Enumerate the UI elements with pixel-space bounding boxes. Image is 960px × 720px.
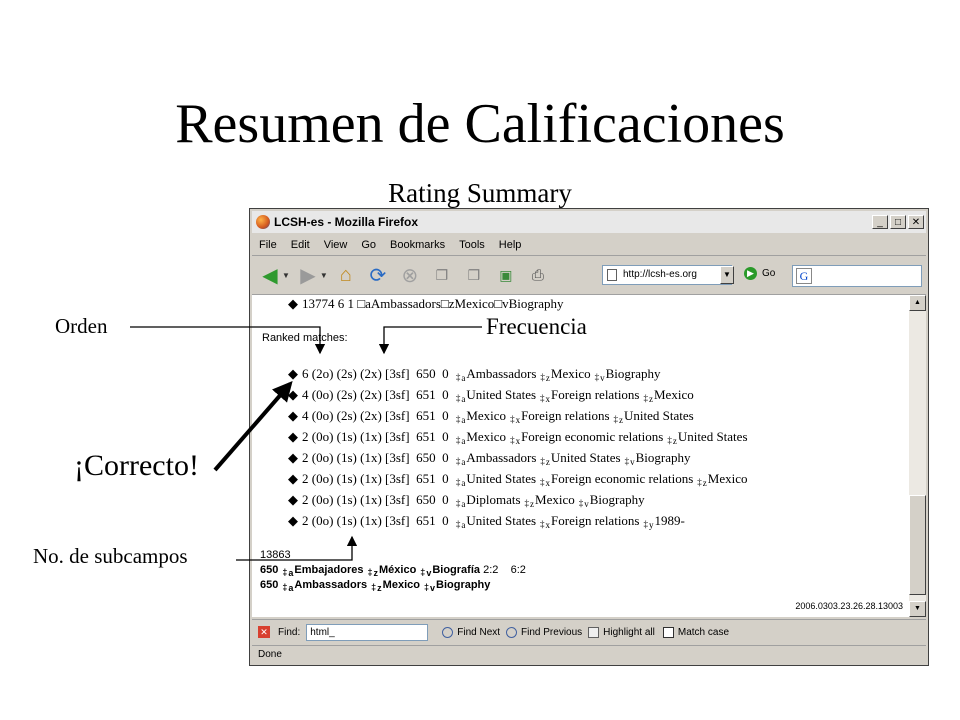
subfield-code: x [515, 436, 521, 446]
find-next-button[interactable]: Find Next [457, 626, 501, 638]
url-text: http://lcsh-es.org [623, 269, 697, 280]
close-button[interactable]: ✕ [908, 215, 924, 229]
subfield-delimiter: ‡ [423, 582, 429, 592]
subfield-value: Biography [589, 492, 645, 507]
subcampos-label: No. de subcampos [33, 544, 188, 568]
subfield-code: z [545, 373, 550, 383]
scroll-down-icon[interactable]: ▼ [909, 601, 926, 617]
subfield-code: z [702, 478, 707, 488]
match-scores: 4 (0o) (2s) (2x) [3sf] 651 0 [302, 387, 452, 402]
bullet-icon: ◆ [288, 492, 298, 507]
subfield-code: y [649, 520, 654, 530]
menu-bookmarks[interactable]: Bookmarks [390, 239, 446, 251]
subfield-value: Foreign economic relations [521, 429, 664, 444]
subfield-code: a [461, 457, 466, 467]
bullet-icon: ◆ [288, 366, 298, 381]
subfield-delimiter: ‡ [455, 498, 461, 508]
subfield-code: a [461, 520, 466, 530]
bullet-icon: ◆ [288, 471, 298, 486]
subfield-value: 1989- [654, 513, 685, 528]
subfield-delimiter: ‡ [367, 567, 373, 577]
subfield-code: x [545, 478, 551, 488]
subfield-value: Ambassadors [294, 579, 368, 591]
copy-icon[interactable]: ❐ [435, 266, 449, 283]
go-icon: ▶ [744, 267, 757, 280]
window-title: LCSH-es - Mozilla Firefox [274, 215, 419, 229]
subfield-code: z [545, 457, 550, 467]
subfield-delimiter: ‡ [420, 567, 426, 577]
google-icon[interactable]: G [796, 268, 812, 284]
maximize-button[interactable]: □ [890, 215, 906, 229]
back-icon[interactable]: ◀ [262, 264, 278, 287]
subfield-value: Mexico [707, 471, 748, 486]
subfield-delimiter: ‡ [510, 435, 515, 445]
menu-tools[interactable]: Tools [459, 239, 485, 251]
record-id: 13863 [260, 549, 291, 561]
paste-icon[interactable]: ❒ [467, 266, 481, 283]
subfield-code: z [373, 568, 378, 578]
subfield-delimiter: ‡ [540, 477, 545, 487]
subfield-code: a [288, 568, 294, 578]
menu-go[interactable]: Go [361, 239, 377, 251]
subfield-delimiter: ‡ [540, 519, 545, 529]
subfield-value: Biography [436, 579, 491, 591]
subfield-delimiter: ‡ [540, 372, 545, 382]
subfield-code: v [429, 583, 435, 593]
subfield-code: a [461, 415, 466, 425]
subfield-delimiter: ‡ [455, 372, 461, 382]
subfield-delimiter: ‡ [455, 414, 461, 424]
subfield-code: v [426, 568, 432, 578]
subfield-value: United States [466, 387, 537, 402]
find-label: Find: [278, 626, 301, 638]
frecuencia-arrow [384, 327, 482, 353]
match-case-label[interactable]: Match case [677, 626, 730, 638]
find-previous-button[interactable]: Find Previous [521, 626, 583, 638]
bullet-icon: ◆ [288, 408, 298, 423]
subfield-delimiter: ‡ [578, 498, 584, 508]
subfield-code: v [600, 373, 605, 383]
bullet-icon: ◆ [288, 450, 298, 465]
subfield-delimiter: ‡ [455, 435, 461, 445]
subfield-code: x [515, 415, 521, 425]
subfield-value: Mexico [466, 429, 507, 444]
scroll-up-icon[interactable]: ▲ [909, 295, 926, 311]
bullet-icon: ◆ [288, 513, 298, 528]
subfield-value: United States [466, 513, 537, 528]
match-scores: 2 (0o) (1s) (1x) [3sf] 651 0 [302, 429, 452, 444]
subfield-delimiter: ‡ [524, 498, 530, 508]
back-dropdown-icon[interactable]: ▼ [282, 270, 290, 280]
subfield-delimiter: ‡ [455, 456, 461, 466]
slide-subtitle: Rating Summary [388, 178, 572, 208]
subfield-value: Foreign relations [551, 387, 640, 402]
match-scores: 2 (0o) (1s) (1x) [3sf] 650 0 [302, 450, 452, 465]
reload-icon[interactable]: ⟳ [369, 264, 387, 287]
subfield-value: Mexico [535, 492, 575, 507]
subfield-delimiter: ‡ [594, 372, 600, 382]
subfield-value: Foreign relations [521, 408, 610, 423]
subfield-code: z [649, 394, 653, 404]
menu-view[interactable]: View [323, 239, 348, 251]
menu-help[interactable]: Help [498, 239, 522, 251]
subfield-code: a [461, 394, 466, 404]
subfield-value: Diplomats [466, 492, 521, 507]
field-tag: 650 [260, 579, 279, 591]
frecuencia-label: Frecuencia [486, 314, 587, 339]
minimize-button[interactable]: _ [872, 215, 888, 229]
subfield-delimiter: ‡ [510, 414, 515, 424]
subfield-value: Ambassadors [466, 450, 537, 465]
url-dropdown-icon[interactable]: ▼ [720, 266, 734, 284]
match-scores: 2 (0o) (1s) (1x) [3sf] 651 0 [302, 513, 452, 528]
subfield-delimiter: ‡ [643, 519, 648, 529]
subfield-value: Biography [635, 450, 691, 465]
subfield-delimiter: ‡ [455, 477, 461, 487]
subfield-delimiter: ‡ [455, 393, 461, 403]
subfield-code: z [530, 499, 535, 509]
subfield-delimiter: ‡ [643, 393, 648, 403]
subfield-code: v [584, 499, 589, 509]
match-scores: 4 (0o) (2s) (2x) [3sf] 651 0 [302, 408, 452, 423]
subfield-code: x [545, 394, 551, 404]
subfield-value: United States [550, 450, 621, 465]
subfield-value: United States [677, 429, 748, 444]
find-input[interactable]: html_ [306, 624, 428, 641]
subfield-code: a [461, 373, 466, 383]
subfield-delimiter: ‡ [371, 582, 377, 592]
slide-title: Resumen de Calificaciones [175, 93, 785, 155]
top-record-text: 13774 6 1 □aAmbassadors□zMexico□vBiography [302, 296, 564, 311]
subfield-code: z [672, 436, 677, 446]
subfield-delimiter: ‡ [667, 435, 672, 445]
subfield-code: z [619, 415, 624, 425]
subfield-value: Foreign economic relations [551, 471, 694, 486]
match-scores: 6 (2o) (2s) (2x) [3sf] 650 0 [302, 366, 452, 381]
stop-icon[interactable]: ⊗ [401, 264, 419, 287]
highlight-all-button[interactable]: Highlight all [603, 626, 655, 638]
subfield-delimiter: ‡ [613, 414, 619, 424]
subfield-value: Mexico [466, 408, 507, 423]
subfield-code: a [461, 478, 466, 488]
subfield-value: Ambassadors [466, 366, 537, 381]
subfield-value: Biografía [432, 564, 481, 576]
subfield-delimiter: ‡ [282, 567, 288, 577]
correcto-arrow [215, 384, 290, 470]
menu-edit[interactable]: Edit [290, 239, 310, 251]
orden-label: Orden [55, 314, 108, 338]
home-icon[interactable]: ⌂ [339, 263, 352, 286]
forward-dropdown-icon[interactable]: ▼ [319, 270, 328, 280]
ranked-matches-label: Ranked matches: [262, 332, 348, 344]
correcto-label: ¡Correcto! [74, 449, 199, 482]
subfield-value: Embajadores [294, 564, 364, 576]
subfield-delimiter: ‡ [697, 477, 702, 487]
new-window-icon[interactable]: ▣ [499, 266, 513, 283]
subfield-delimiter: ‡ [282, 582, 288, 592]
subfield-value: United States [624, 408, 694, 423]
match-scores: 2 (0o) (1s) (1x) [3sf] 650 0 [302, 492, 452, 507]
subfield-code: a [288, 583, 294, 593]
go-label: Go [762, 268, 776, 279]
subfield-code: a [461, 499, 466, 509]
subfield-code: a [461, 436, 466, 446]
subfield-value: United States [466, 471, 537, 486]
subfield-value: México [379, 564, 417, 576]
subfield-delimiter: ‡ [624, 456, 630, 466]
menu-file[interactable]: File [259, 239, 277, 251]
subfield-value: Biography [605, 366, 661, 381]
timestamp: 2006.0303.23.26.28.13003 [795, 601, 903, 611]
subfield-code: v [630, 457, 635, 467]
status-bar: Done [252, 645, 926, 663]
match-scores: 2 (0o) (1s) (1x) [3sf] 651 0 [302, 471, 452, 486]
subfield-value: Mexico [654, 387, 694, 402]
subfield-value: Mexico [550, 366, 591, 381]
match-score: 2:2 6:2 [480, 564, 526, 576]
subcampos-arrow [236, 537, 352, 560]
forward-icon[interactable]: ▶ [300, 264, 316, 287]
subfield-code: z [377, 583, 382, 593]
bullet-icon: ◆ [288, 429, 298, 444]
subfield-value: Mexico [382, 579, 420, 591]
print-icon[interactable]: ⎙ [531, 266, 544, 284]
find-close-icon[interactable]: ✕ [258, 626, 270, 638]
subfield-delimiter: ‡ [540, 456, 545, 466]
subfield-delimiter: ‡ [540, 393, 545, 403]
subfield-delimiter: ‡ [455, 519, 461, 529]
field-tag: 650 [260, 564, 279, 576]
bullet-icon: ◆ [288, 387, 298, 402]
orden-arrow [130, 327, 320, 353]
bullet-icon: ◆ [288, 296, 298, 311]
subfield-code: x [545, 520, 551, 530]
subfield-value: Foreign relations [551, 513, 640, 528]
